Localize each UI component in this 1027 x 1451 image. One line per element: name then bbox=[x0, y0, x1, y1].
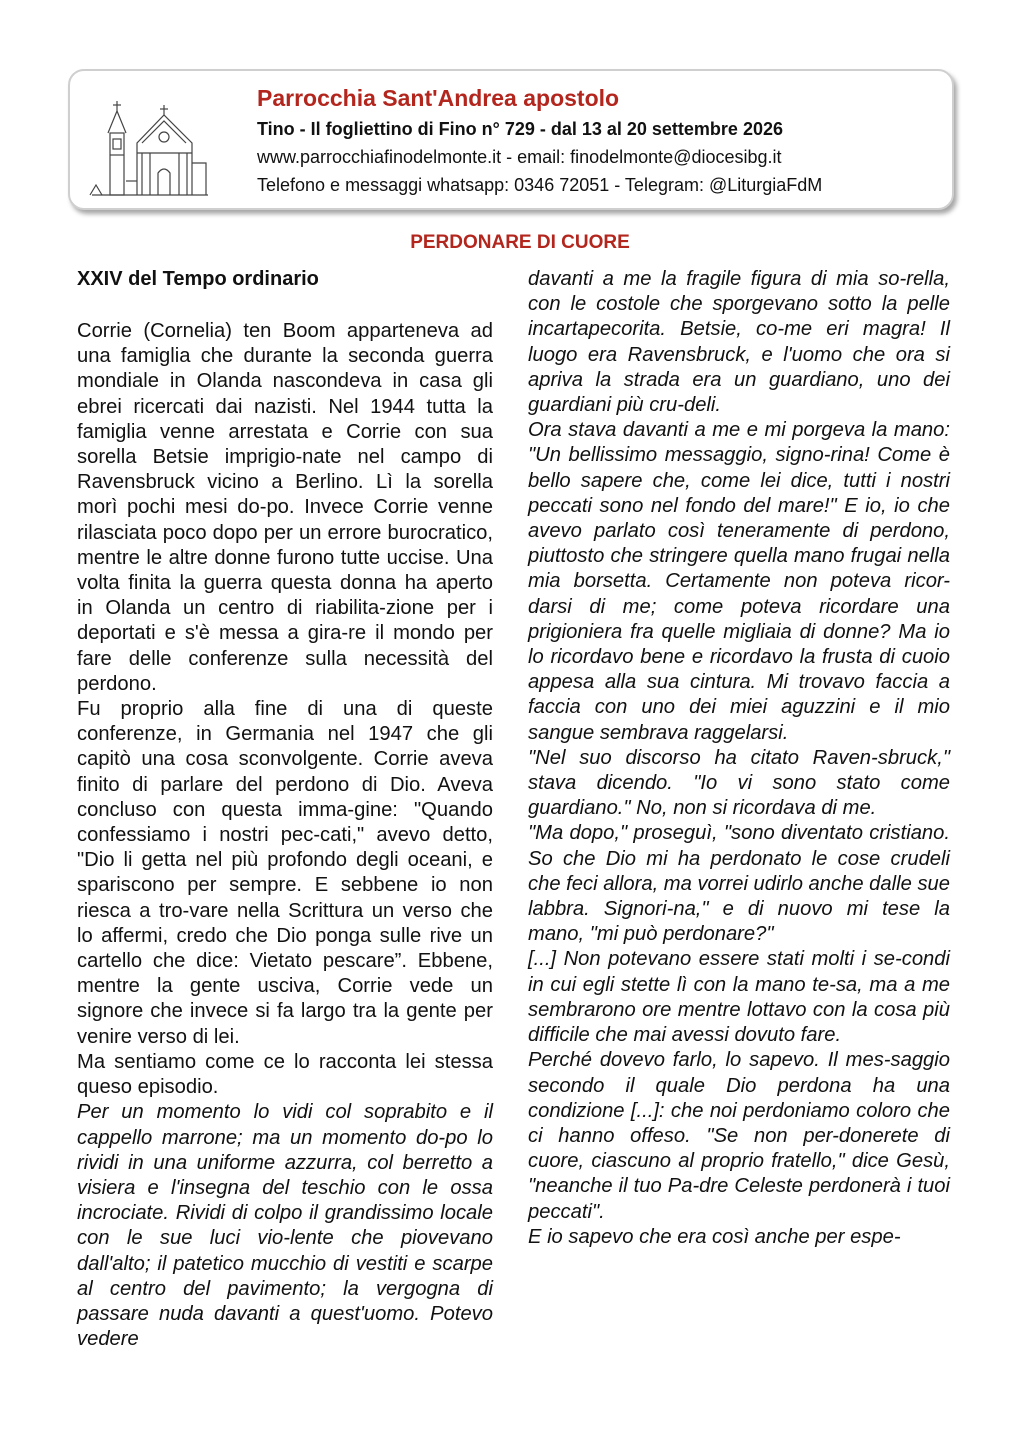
quote-paragraph: "Ma dopo," proseguì, "sono diventato cristiano. So che Dio mi ha perdonato le cose crudeli che feci allora, ma vorrei udirlo anche dalle sue labbra. Signori-na," e di nuovo mi tese la mano, "mi può perdonare?" bbox=[528, 822, 950, 946]
header-box bbox=[68, 69, 954, 210]
bulletin-title: Tino - Il fogliettino di Fino n° 729 - dal 13 al 20 settembre 2026 bbox=[257, 119, 783, 139]
parish-name: Parrocchia Sant'Andrea apostolo bbox=[257, 85, 620, 111]
right-column bbox=[528, 267, 950, 1250]
section-heading: XXIV del Tempo ordinario bbox=[77, 268, 319, 290]
quote-paragraph: "Nel suo discorso ha citato Raven-sbruck," stava dicendo. "Io vi sono stato come guardiano." No, non si ricordava di me. bbox=[528, 746, 950, 820]
paragraph: Ma sentiamo come ce lo racconta lei stessa queso episodio. bbox=[77, 1050, 493, 1099]
page-title: PERDONARE DI CUORE bbox=[410, 232, 630, 253]
left-column bbox=[77, 265, 493, 1352]
contact-line: www.parrocchiafinodelmonte.it - email: finodelmonte@diocesibg.it bbox=[257, 147, 782, 167]
phone-line: Telefono e messaggi whatsapp: 0346 72051 - Telegram: @LiturgiaFdM bbox=[257, 175, 823, 195]
quote-paragraph: Ora stava davanti a me e mi porgeva la mano: "Un bellissimo messaggio, signo-rina! Come è bello sapere che, come lei dice, tutti i nostri peccati sono nel fondo del mare!" E io, io che avevo parlato così teneramente di perdono, piuttosto che stringere quella mano frugai nella mia borsetta. Certamente non poteva ricor-darsi di me; come poteva ricordare una prigioniera fra quelle migliaia di donne? Ma io lo ricordavo bene e ricordavo la frusta di cuoio appesa alla sua cintura. Mi trovavo faccia a faccia con uno dei miei aguzzini e il mio sangue sembrava raggelarsi. bbox=[528, 419, 950, 744]
quote-paragraph: davanti a me la fragile figura di mia so-rella, con le costole che sporgevano sotto la pelle incartapecorita. Betsie, co-me eri magra! Il luogo era Ravensbruck, e l'uomo che ora si apriva la strada era un guardiano, uno dei guardiani più cru-deli. bbox=[528, 268, 950, 417]
church-sketch-icon bbox=[82, 93, 212, 203]
quote-paragraph: Perché dovevo farlo, lo sapevo. Il mes-saggio secondo il quale Dio perdona ha una condizione [...]: che noi perdoniamo coloro che ci hanno offeso. "Se non per-donerete di cuore, ciascuno al proprio fratello," dice Gesù, "neanche il tuo Pa-dre Celeste perdonerà i tuoi peccati". bbox=[528, 1049, 950, 1223]
quote-paragraph: Per un momento lo vidi col soprabito e il cappello marrone; ma un momento do-po lo rividi in una uniforme azzurra, col berretto a visiera e l'insegna del teschio con le ossa incrociate. Rividi di colpo il grandissimo locale con le sue luci vio-lente che piovevano dall'alto; il patetico mucchio di vestiti e scarpe al centro del pavimento; la vergogna di passare nuda davanti a quest'uomo. Potevo vedere bbox=[77, 1101, 493, 1351]
quote-paragraph: E io sapevo che era così anche per espe- bbox=[528, 1225, 901, 1248]
paragraph: Corrie (Cornelia) ten Boom apparteneva ad una famiglia che durante la seconda guerra mondiale in Olanda nascondeva in casa gli ebrei ricercati dai nazisti. Nel 1944 tutta la famiglia venne arrestata e Corrie con sua sorella Betsie imprigio-nate nel campo di Ravensbruck vicino a Berlino. Lì la sorella morì pochi mesi do-po. Invece Corrie venne rilasciata poco dopo per un errore burocratico, mentre le altre donne furono tutte uccise. Una volta finita la guerra questa donna ha aperto in Olanda un centro di riabilita-zione per i deportati e s'è messa a gira-re il mondo per fare delle conferenze sulla necessità del perdono. bbox=[77, 320, 493, 695]
quote-paragraph: [...] Non potevano essere stati molti i se-condi in cui egli stette lì con la mano te-sa, ma a me sembrarono ore mentre lottavo con la cosa più difficile che mai avessi dovuto fare. bbox=[528, 948, 950, 1047]
paragraph: Fu proprio alla fine di una di queste conferenze, in Germania nel 1947 che gli capitò una cosa sconvolgente. Corrie aveva finito di parlare del perdono di Dio. Aveva concluso con questa imma-gine: "Quando confessiamo i nostri pec-cati," avevo detto, "Dio li getta nel più profondo degli oceani, e spariscono per sempre. E sebbene io non riesca a tro-vare nella Scrittura un verso che lo affermi, credo che Dio ponga sulle rive un cartello che dice: Vietato pescare”. Ebbene, mentre la gente usciva, Corrie vede un signore che invece si fa largo tra la gente per venire verso di lei. bbox=[77, 698, 493, 1048]
